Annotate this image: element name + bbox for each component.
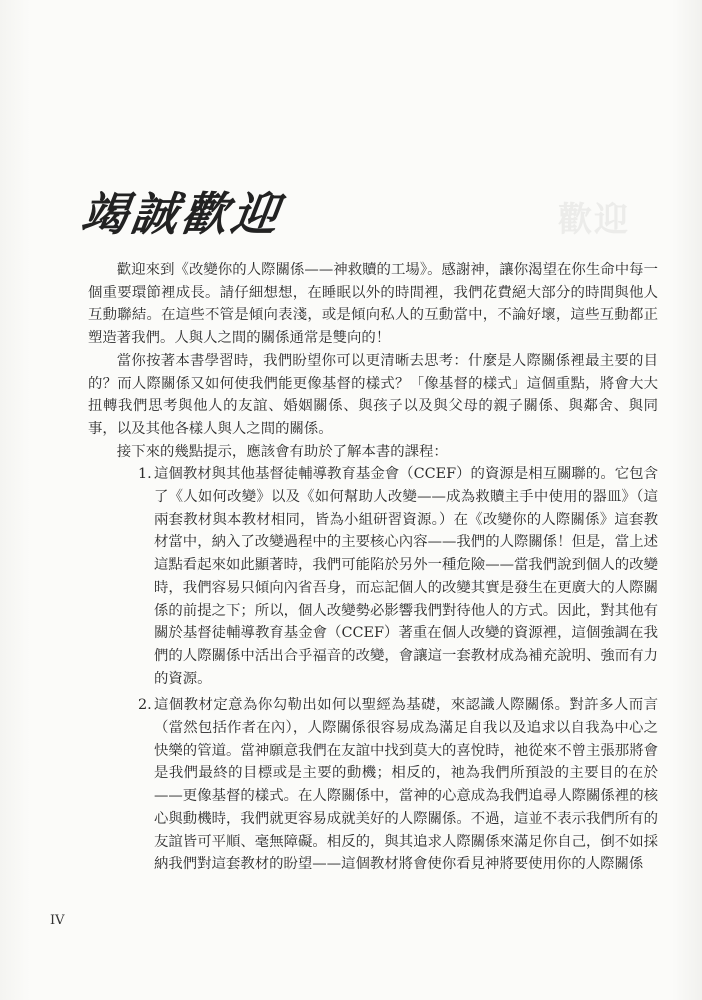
body-text bbox=[88, 259, 658, 876]
list-item bbox=[138, 694, 658, 876]
page-number: IV bbox=[50, 913, 65, 928]
paragraph-2: 當你按著本書學習時，我們盼望你可以更清晰去思考：什麼是人際關係裡最主要的目的？而人際關係又如何使我們能更像基督的樣式？「像基督的樣式」這個重點，將會大大扭轉我們思考與他人的友誼、婚姻關係、與孩子以及與父母的親子關係、與鄰舍、與同事，以及其他各樣人與人之間的關係。 bbox=[88, 352, 658, 437]
list-item bbox=[138, 463, 658, 690]
list-item-text: 這個教材與其他基督徒輔導教育基金會（CCEF）的資源是相互關聯的。它包含了《人如何改變》以及《如何幫助人改變——成為救贖主手中使用的器皿》（這兩套教材與本教材相同，皆為小組研習資源。）在《改變你的人際關係》這套教材當中，納入了改變過程中的主要核心內容——我們的人際關係！但是，當上述這點看起來如此顯著時，我們可能陷於另外一種危險——當我們說到個人的改變時，我們容易只傾向內省吾身，而忘記個人的改變其實是發生在更廣大的人際關係的前提之下；所以，個人改變勢必影響我們對待他人的方式。因此，對其他有關於基督徒輔導教育基金會（CCEF）著重在個人改變的資源裡，這個強調在我們的人際關係中活出合乎福音的改變，會讓這一套教材成為補充說明、強而有力的資源。 bbox=[154, 466, 658, 687]
list-item-text: 這個教材定意為你勾勒出如何以聖經為基礎，來認識人際關係。對許多人而言（當然包括作者在內），人際關係很容易成為滿足自我以及追求以自我為中心之快樂的管道。當神願意我們在友誼中找到莫大的喜悅時，祂從來不曾主張那將會是我們最終的目標或是主要的動機；相反的，祂為我們所預設的主要目的在於——更像基督的樣式。在人際關係中，當神的心意成為我們追尋人際關係裡的核心與動機時，我們就更容易成就美好的人際關係。不過，這並不表示我們所有的友誼皆可平順、毫無障礙。相反的，與其追求人際關係來滿足你自己，倒不如採納我們對這套教材的盼望——這個教材將會使你看見神將要使用你的人際關係 bbox=[154, 697, 658, 873]
list-item-number: 1. bbox=[138, 466, 152, 483]
numbered-list bbox=[88, 463, 658, 876]
paragraph-3: 接下來的幾點提示，應該會有助於了解本書的課程： bbox=[116, 443, 448, 460]
paragraph-1: 歡迎來到《改變你的人際關係——神救贖的工場》。感謝神，讓你渴望在你生命中每一個重要環節裡成長。請仔細想想，在睡眠以外的時間裡，我們花費絕大部分的時間與他人互動聯結。在這些不管是傾向表淺，或是傾向私人的互動當中，不論好壞，這些互動都正塑造著我們。人與人之間的關係通常是雙向的！ bbox=[88, 262, 658, 347]
list-item-number: 2. bbox=[138, 697, 152, 714]
title-watermark: 歡迎 bbox=[558, 200, 630, 240]
page-title: 竭誠歡迎 bbox=[77, 187, 286, 241]
